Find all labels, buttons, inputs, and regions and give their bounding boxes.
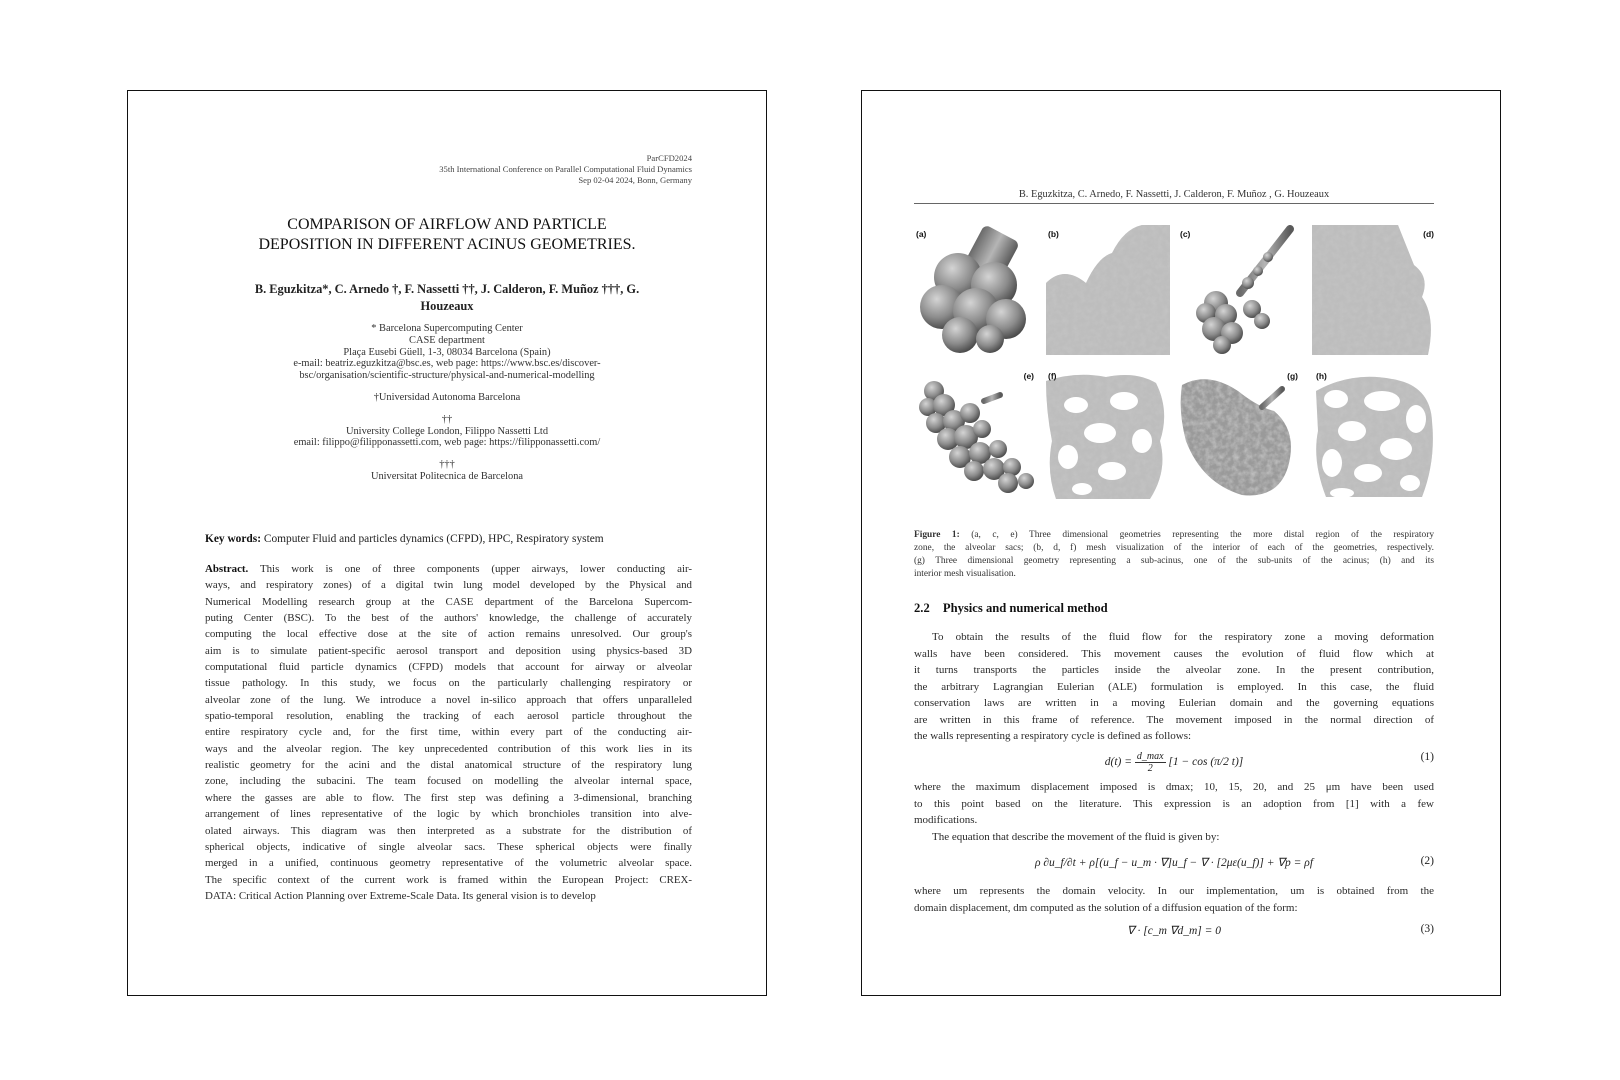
body-line: the walls representing a respiratory cycle is defined as follows: xyxy=(914,730,1192,742)
equation-3-math: ∇ · [c_m ∇d_m] = 0 xyxy=(1126,925,1222,937)
title-line: COMPARISON OF AIRFLOW AND PARTICLE xyxy=(287,216,607,233)
panel-g-image xyxy=(1178,371,1302,501)
equation-2-math: ρ ∂u_f/∂t + ρ[(u_f − u_m · ∇]u_f − ∇ · [2με(u_f)] + ∇p = ρf xyxy=(1034,857,1314,869)
panel-g xyxy=(1178,371,1302,501)
abstract-line: Numerical Modelling research group at the CASE department of the Barcelona Supercom- xyxy=(205,595,692,608)
equation-1-number: (1) xyxy=(1420,751,1434,763)
body-line: conservation laws are written in a moving Eulerian domain and the governing equations xyxy=(914,697,1434,709)
affiliation-line xyxy=(168,404,726,414)
body-line: domain displacement, dm computed as the solution of a diffusion equation of the form: xyxy=(914,901,1298,914)
author-line: Houzeaux xyxy=(420,299,474,313)
abstract-line: arrangement of lines representative of the logic by which bronchioles transition into alve- xyxy=(205,808,692,821)
abstract-line: alveolar zone of the lung. We introduce a novel in-silico approach that offers unparalleled xyxy=(205,693,692,706)
abstract-line: The specific context of the current work is framed within the European Project: CREX- xyxy=(205,873,692,886)
panel-b xyxy=(1046,225,1170,355)
panel-label-d: (d) xyxy=(1423,229,1434,239)
panel-b-image xyxy=(1046,225,1170,355)
section-heading xyxy=(914,601,1108,616)
panel-f xyxy=(1046,371,1170,501)
affiliation-line: CASE department xyxy=(409,334,485,346)
panel-e xyxy=(914,371,1038,501)
panel-label-f: (f) xyxy=(1048,371,1057,381)
running-head: B. Eguzkitza, C. Arnedo, F. Nassetti, J. Calderon, F. Muñoz , G. Houzeaux xyxy=(914,189,1434,204)
panel-f-image xyxy=(1046,371,1170,501)
eq1-numerator: d_max xyxy=(1136,751,1164,762)
keywords-label: Key words: xyxy=(205,533,261,545)
panel-label-b: (b) xyxy=(1048,229,1059,239)
abstract-line: This work is one of three components (upper airways, lower conducting air- xyxy=(259,563,692,575)
conference-name: ParCFD2024 xyxy=(646,153,692,163)
paragraph-1 xyxy=(914,629,1434,745)
paper-page-2 xyxy=(861,90,1501,996)
abstract-line xyxy=(205,561,692,577)
eq1-lhs: d(t) = xyxy=(1104,756,1135,769)
abstract-line: computational fluid particle dynamics (CFPD) models that account for airway or alveolar xyxy=(205,661,692,674)
body-line: are written in this frame of reference. The movement imposed in the normal direction of xyxy=(914,713,1434,726)
abstract-line: zone, including the subacini. The team focused on modelling the alveolar internal space, xyxy=(205,775,692,788)
abstract-line: ways and the alveolar region. The key unprecedented contribution of this work lies in its xyxy=(205,742,692,755)
section-title: Physics and numerical method xyxy=(942,601,1108,615)
affiliation-line xyxy=(168,382,726,392)
author-line: B. Eguzkitza*, C. Arnedo †, F. Nassetti ††, J. Calderon, F. Muñoz †††, G. xyxy=(254,282,640,296)
eq1-fraction xyxy=(1135,751,1166,774)
body-line: where the maximum displacement imposed is dmax; 10, 15, 20, and 25 μm have been used xyxy=(914,781,1434,793)
panel-a-image xyxy=(914,225,1038,355)
caption-label: Figure 1: xyxy=(914,530,960,540)
body-line: To obtain the results of the fluid flow for the respiratory zone a moving deformation xyxy=(932,631,1434,643)
panel-h-image xyxy=(1312,371,1436,501)
figure-1 xyxy=(914,225,1436,505)
affiliation-line: University College London, Filippo Nassetti Ltd xyxy=(345,425,549,437)
panel-label-a: (a) xyxy=(916,229,927,239)
affiliation-line: †† xyxy=(441,413,453,425)
abstract-line: olated airways. This diagram was then interpreted as a substrate for the distribution of xyxy=(205,824,692,837)
panel-c-image xyxy=(1178,225,1302,355)
caption-line xyxy=(914,529,1434,542)
eq1-rhs: [1 − cos (π/2 t)] xyxy=(1168,756,1244,769)
equation-1-math xyxy=(914,751,1434,774)
affiliations xyxy=(168,323,726,483)
panel-a xyxy=(914,225,1038,355)
body-line: it turns transports the particles inside the alveolar zone. In the present contribution, xyxy=(914,664,1434,676)
body-line: to this point based on the literature. This expression is an adoption from [1] with a few xyxy=(914,797,1434,810)
abstract-label: Abstract. xyxy=(205,563,249,575)
figure-1-caption xyxy=(914,529,1434,581)
caption-line: interior mesh visualisation. xyxy=(914,569,1016,579)
paragraph-3 xyxy=(914,829,1434,846)
panel-e-image xyxy=(914,371,1038,501)
panel-label-e: (e) xyxy=(1023,371,1034,381)
abstract-line: ways, and respiratory zones) of a digital twin lung model developed by the Physical and xyxy=(205,579,692,592)
panel-c xyxy=(1178,225,1302,355)
title-line: DEPOSITION IN DIFFERENT ACINUS GEOMETRIES. xyxy=(258,236,636,253)
abstract-line: merged in a unified, continuous geometry representative of the volumetric alveolar space. xyxy=(205,857,692,870)
body-line: walls have been considered. This movement causes the evolution of fluid flow which at xyxy=(914,647,1434,660)
abstract-line: tissue pathology. In this study, we focus on the particularly challenging respiratory or xyxy=(205,677,692,690)
panel-label-g: (g) xyxy=(1287,371,1298,381)
caption-line: zone, the alveolar sacs; (b, d, f) mesh visualization of the interior of each of the geometries, respectively. xyxy=(914,543,1434,553)
equation-2-number: (2) xyxy=(1420,855,1434,867)
affiliation-line: email: filippo@filipponassetti.com, web page: https://filipponassetti.com/ xyxy=(293,437,601,449)
equation-3 xyxy=(914,917,1434,947)
affiliation-line: Plaça Eusebi Güell, 1-3, 08034 Barcelona (Spain) xyxy=(343,346,551,358)
caption-line: (a, c, e) Three dimensional geometries representing the more distal region of the respiratory xyxy=(971,530,1434,540)
equation-2 xyxy=(914,849,1434,879)
body-line: the arbitrary Lagrangian Eulerian (ALE) formulation is employed. In this case, the fluid xyxy=(914,680,1434,693)
body-line: The equation that describe the movement of the fluid is given by: xyxy=(932,831,1220,843)
affiliation-line: * Barcelona Supercomputing Center xyxy=(371,323,523,334)
paragraph-2 xyxy=(914,779,1434,829)
abstract-line: where the gasses are able to flow. The first step was defining a 3-dimensional, branching xyxy=(205,791,692,804)
abstract-line: computing the local effective dose at the site of action remains unresolved. Our group's xyxy=(205,628,692,641)
affiliation-line: bsc/organisation/scientific-structure/physical-and-numerical-modelling xyxy=(299,370,595,382)
affiliation-line: Universitat Politecnica de Barcelona xyxy=(370,470,524,482)
keywords-text: Computer Fluid and particles dynamics (CFPD), HPC, Respiratory system xyxy=(263,533,604,545)
body-line: modifications. xyxy=(914,814,978,826)
abstract-line: aim is to simulate patient-specific aerosol transport and deposition using physics-based 3D xyxy=(205,644,692,657)
section-number: 2.2 xyxy=(914,601,930,615)
conference-date: Sep 02-04 2024, Bonn, Germany xyxy=(578,175,692,185)
affiliation-line xyxy=(168,449,726,459)
affiliation-line: ††† xyxy=(439,459,455,471)
equation-3-number: (3) xyxy=(1420,923,1434,935)
abstract-line: spatio-temporal resolution, enabling the tracking of each aerosol particle throughout the xyxy=(205,710,692,723)
keywords xyxy=(205,532,692,546)
abstract-line: DATA: Critical Action Planning over Extreme-Scale Data. Its general vision is to develop xyxy=(205,889,596,902)
body-line: where um represents the domain velocity. In our implementation, um is obtained from the xyxy=(914,885,1434,897)
abstract-line: realistic geometry for the acini and the distal anatomical structure of the respiratory lung xyxy=(205,759,692,772)
panel-d xyxy=(1312,225,1436,355)
paper-title xyxy=(188,215,706,255)
eq1-denominator: 2 xyxy=(1147,763,1153,774)
abstract-line: puting Center (BSC). To the best of the authors' knowledge, the challenge of accurately xyxy=(205,612,692,625)
panel-label-c: (c) xyxy=(1180,229,1191,239)
paragraph-4 xyxy=(914,883,1434,916)
conference-header xyxy=(439,153,692,186)
conference-title: 35th International Conference on Parallel Computational Fluid Dynamics xyxy=(439,164,692,174)
panel-h xyxy=(1312,371,1436,501)
affiliation-line: †Universidad Autonoma Barcelona xyxy=(373,391,521,403)
affiliation-line: e-mail: beatriz.eguzkitza@bsc.es, web page: https://www.bsc.es/discover- xyxy=(293,358,601,370)
author-list xyxy=(188,281,706,315)
abstract-line: spherical objects, indicative of single alveolar sacs. These spherical objects were finally xyxy=(205,840,692,853)
abstract xyxy=(205,561,692,904)
equation-1 xyxy=(914,745,1434,775)
abstract-line: entire respiratory cycle and, for the first time, within every part of the conducting air- xyxy=(205,726,692,739)
caption-line: (g) Three dimensional geometry representing a sub-acinus, one of the sub-units of the acinus; (h) and its xyxy=(914,556,1434,566)
paper-page-1 xyxy=(127,90,767,996)
panel-label-h: (h) xyxy=(1316,371,1327,381)
panel-d-image xyxy=(1312,225,1436,355)
